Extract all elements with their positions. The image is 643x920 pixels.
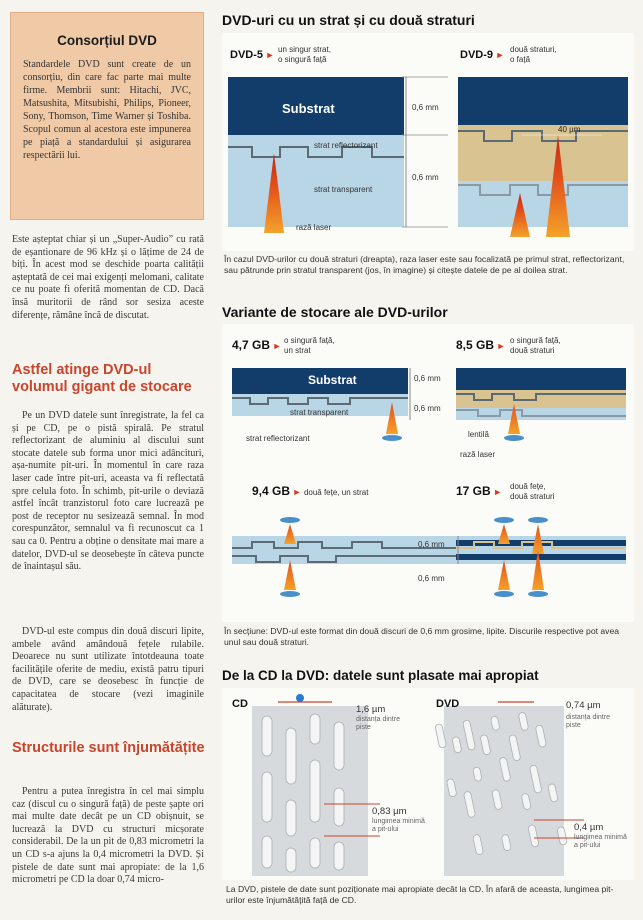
- mm-label-top: 0,6 mm: [412, 103, 439, 112]
- arrow-icon: ►: [490, 487, 503, 497]
- v2-capacity: 8,5 GB: [456, 338, 495, 352]
- dvd5-name: DVD-5: [230, 49, 264, 61]
- v-mm-c: 0,6 mm: [418, 540, 445, 549]
- v3-laser-top: [284, 524, 296, 544]
- v-lens-label: lentilă: [468, 430, 489, 439]
- v2-desc-line2: două straturi: [510, 346, 555, 355]
- v2-label: [456, 336, 505, 354]
- cd-pit-desc-line1: lungimea minimă: [372, 818, 425, 825]
- arrow-icon: ►: [493, 50, 505, 60]
- transparent-layer-label: strat transparent: [314, 185, 373, 194]
- marker-dot-icon: [296, 694, 304, 702]
- v4-lens-3: [494, 591, 514, 597]
- v4-lens-4: [528, 591, 548, 597]
- dvd5-label: [230, 45, 274, 63]
- section3-title: De la CD la DVD: datele sunt plasate mai apropiat: [222, 668, 539, 683]
- dvd5-description: [278, 45, 331, 65]
- v1-capacity: 4,7 GB: [232, 338, 271, 352]
- cd-pitch-value: 1,6 µm: [356, 704, 386, 715]
- section2-title: Variante de stocare ale DVD-urilor: [222, 304, 448, 320]
- cd-pitch-desc-line1: distanța dintre: [356, 716, 400, 723]
- v2-transparent: [456, 408, 626, 420]
- section2-figure: [222, 324, 634, 622]
- mm-label-bottom: 0,6 mm: [412, 173, 439, 182]
- v-mm-b: 0,6 mm: [414, 404, 441, 413]
- reflective-layer-label: strat reflectorizant: [314, 141, 378, 150]
- cd-pit-desc: [372, 818, 425, 834]
- dvd9-label: [460, 45, 504, 63]
- dvd-pit-desc-line2: a pit-ului: [574, 842, 601, 849]
- v-laser-label: rază laser: [460, 450, 496, 459]
- v1-description: [284, 336, 335, 356]
- v4-capacity: 17 GB: [456, 484, 491, 498]
- consortium-text: Standardele DVD sunt create de un consorțiu, din care fac parte mai multe firme. Membrii sunt: Hitachi, JVC, Matsushita, Mitsubishi, Philips, Pioneer, Sony, Thomson, Time Warner și Toshiba. Scopul comun al acestora este impunerea pe piață a standardului și asigurarea respectării lui.: [23, 59, 191, 161]
- v4-lens-1: [494, 517, 514, 523]
- dvd5-desc-line1: un singur strat,: [278, 45, 331, 54]
- section2-caption: În secțiune: DVD-ul este format din două discuri de 0,6 mm grosime, lipite. Discurile respective pot avea unul sau două straturi.: [224, 626, 620, 647]
- v4-label: [456, 482, 502, 500]
- dvd-pit-desc: [574, 834, 627, 850]
- v1-label: [232, 336, 281, 354]
- dvd9-substrate: [458, 77, 628, 125]
- v4-lens-2: [528, 517, 548, 523]
- dvd-pitch-desc: [566, 714, 610, 730]
- v3-description: două fețe, un strat: [303, 488, 369, 497]
- dvd-pitch-desc-line2: piste: [566, 722, 581, 729]
- dvd9-desc-line1: două straturi,: [510, 45, 557, 54]
- v-transparent-label: strat transparent: [290, 408, 349, 417]
- v4-description: [510, 482, 554, 502]
- paragraph-storage: Pe un DVD datele sunt înregistrate, la fel ca și pe CD, pe o pistă spirală. Pe stratul reflectorizant de aluminiu al discului sunt stocate datele sub forma unor mici adâncituri, așa-numite pit-uri. În momentul în care raza laser cade între pit-uri, aceasta va fi reflectată spre celula foto. În schimb, pit-urile o deviază astfel încât tranzistorul foto care lucrează pe post de receptor nu sesizează semnal. În mod corespunzător, semnalul va fi recunoscut ca 1 sau ca 0. Pentru a obține o densitate mai mare a datelor, DVD-ul se deosebește în câteva puncte de înaintașul său.: [12, 410, 204, 573]
- section3-caption: La DVD, pistele de date sunt poziționate mai apropiate decât la CD. În afară de aceasta, lungimea pit-urilor este înjumătățită față de CD.: [226, 884, 614, 905]
- v-reflective-label: strat reflectorizant: [246, 434, 310, 443]
- v1-desc-line1: o singură față,: [284, 336, 335, 345]
- v-mm-a: 0,6 mm: [414, 374, 441, 383]
- v-mm-d: 0,6 mm: [418, 574, 445, 583]
- cd-pit-value: 0,83 µm: [372, 806, 407, 817]
- dvd9-transparent-layer: [458, 181, 628, 227]
- intro-paragraph: Este așteptat chiar și un „Super-Audio” cu rată de eșantionare de 96 kHz și o lățime de 24 de biți. În acest mod se deschide poarta calității așteptată de cei mai exigenți melomani, calitate ce nu poate fi oferită momentan de CD. Dacă însă muritorii de rând sor sesiza aceste diferențe, rămâne încă de discutat.: [12, 234, 204, 321]
- dvd5-desc-line2: o singură față: [278, 55, 327, 64]
- cd-pitch-desc: [356, 716, 400, 732]
- dvd9-desc-line2: o față: [510, 55, 531, 64]
- v3-label: [252, 482, 368, 500]
- dvd9-name: DVD-9: [460, 49, 494, 61]
- consortium-title: Consorțiul DVD: [57, 33, 157, 48]
- arrow-icon: ►: [263, 50, 275, 60]
- consortium-box: [10, 12, 204, 220]
- v3-capacity: 9,4 GB: [252, 484, 291, 498]
- v3-lens-bottom: [280, 591, 300, 597]
- v3-lens-top: [280, 517, 300, 523]
- dvd-label: DVD: [436, 698, 460, 710]
- arrow-icon: ►: [494, 341, 506, 351]
- dvd-pitch-value: 0,74 µm: [566, 700, 601, 711]
- v-substrate-label: Substrat: [308, 373, 357, 387]
- v1-desc-line2: un strat: [284, 346, 311, 355]
- laser-label: rază laser: [296, 223, 332, 232]
- layer-diagram: [222, 33, 634, 251]
- v2-lens: [504, 435, 524, 441]
- heading-storage: Astfel atinge DVD-ul volumul gigant de stocare: [12, 362, 192, 395]
- v3-laser-bottom: [284, 560, 296, 590]
- section1-figure: [222, 33, 634, 251]
- cd-pitch-desc-line2: piste: [356, 724, 371, 731]
- v4-desc-line1: două fețe,: [510, 482, 546, 491]
- section1-title: DVD-uri cu un strat și cu două straturi: [222, 12, 475, 28]
- v2-description: [510, 336, 561, 356]
- arrow-icon: ►: [270, 341, 282, 351]
- dvd-pit-desc-line1: lungimea minimă: [574, 834, 627, 841]
- dvd-surface: [444, 706, 564, 876]
- micrometer-label: 40 µm: [558, 125, 581, 134]
- paragraph-dvd-types: DVD-ul este compus din două discuri lipite, ambele având amândouă fețele rulabile. Deoarece nu sunt utilizate întotdeauna toate facilitățile oferite de mediu, există patru tipuri de DVD, care se deosebesc în funcție de capacitatea de stocare (vezi imaginile alăturate).: [12, 626, 204, 713]
- arrow-icon: ►: [290, 487, 304, 497]
- v2-desc-line1: o singură față,: [510, 336, 561, 345]
- cd-label: CD: [232, 698, 248, 710]
- v2-substrate: [456, 368, 626, 390]
- section1-caption: În cazul DVD-urilor cu două straturi (dreapta), raza laser este sau focalizată pe primul strat, reflectorizant, sau pătrunde prin stratul transparent (jos, în imagine) și citește datele de pe al doilea strat.: [224, 254, 625, 275]
- cd-pit-desc-line2: a pit-ului: [372, 826, 399, 833]
- v1-lens: [382, 435, 402, 441]
- dvd-pit-value: 0,4 µm: [574, 822, 604, 833]
- paragraph-structures: Pentru a putea înregistra în cel mai simplu caz (discul cu o singură față) de peste șapte ori mai multe date decât pe un CD obișnuit, se lucrează la DVD cu structuri micșorate considerabil. De la un pit de 0,83 micrometri la un CD s-a ajuns la 0,4 micrometri la DVD. Și pistele de date sunt mai apropiate: de la 1,6 micrometri pe CD la doar 0,74 micro-: [12, 786, 204, 886]
- heading-structures: Structurile sunt înjumătățite: [12, 740, 205, 756]
- dvd9-description: [510, 45, 557, 65]
- section3-figure: [222, 688, 634, 880]
- dvd-pitch-desc-line1: distanța dintre: [566, 714, 610, 721]
- substrate-label: Substrat: [282, 101, 335, 116]
- v4-desc-line2: două straturi: [510, 492, 555, 501]
